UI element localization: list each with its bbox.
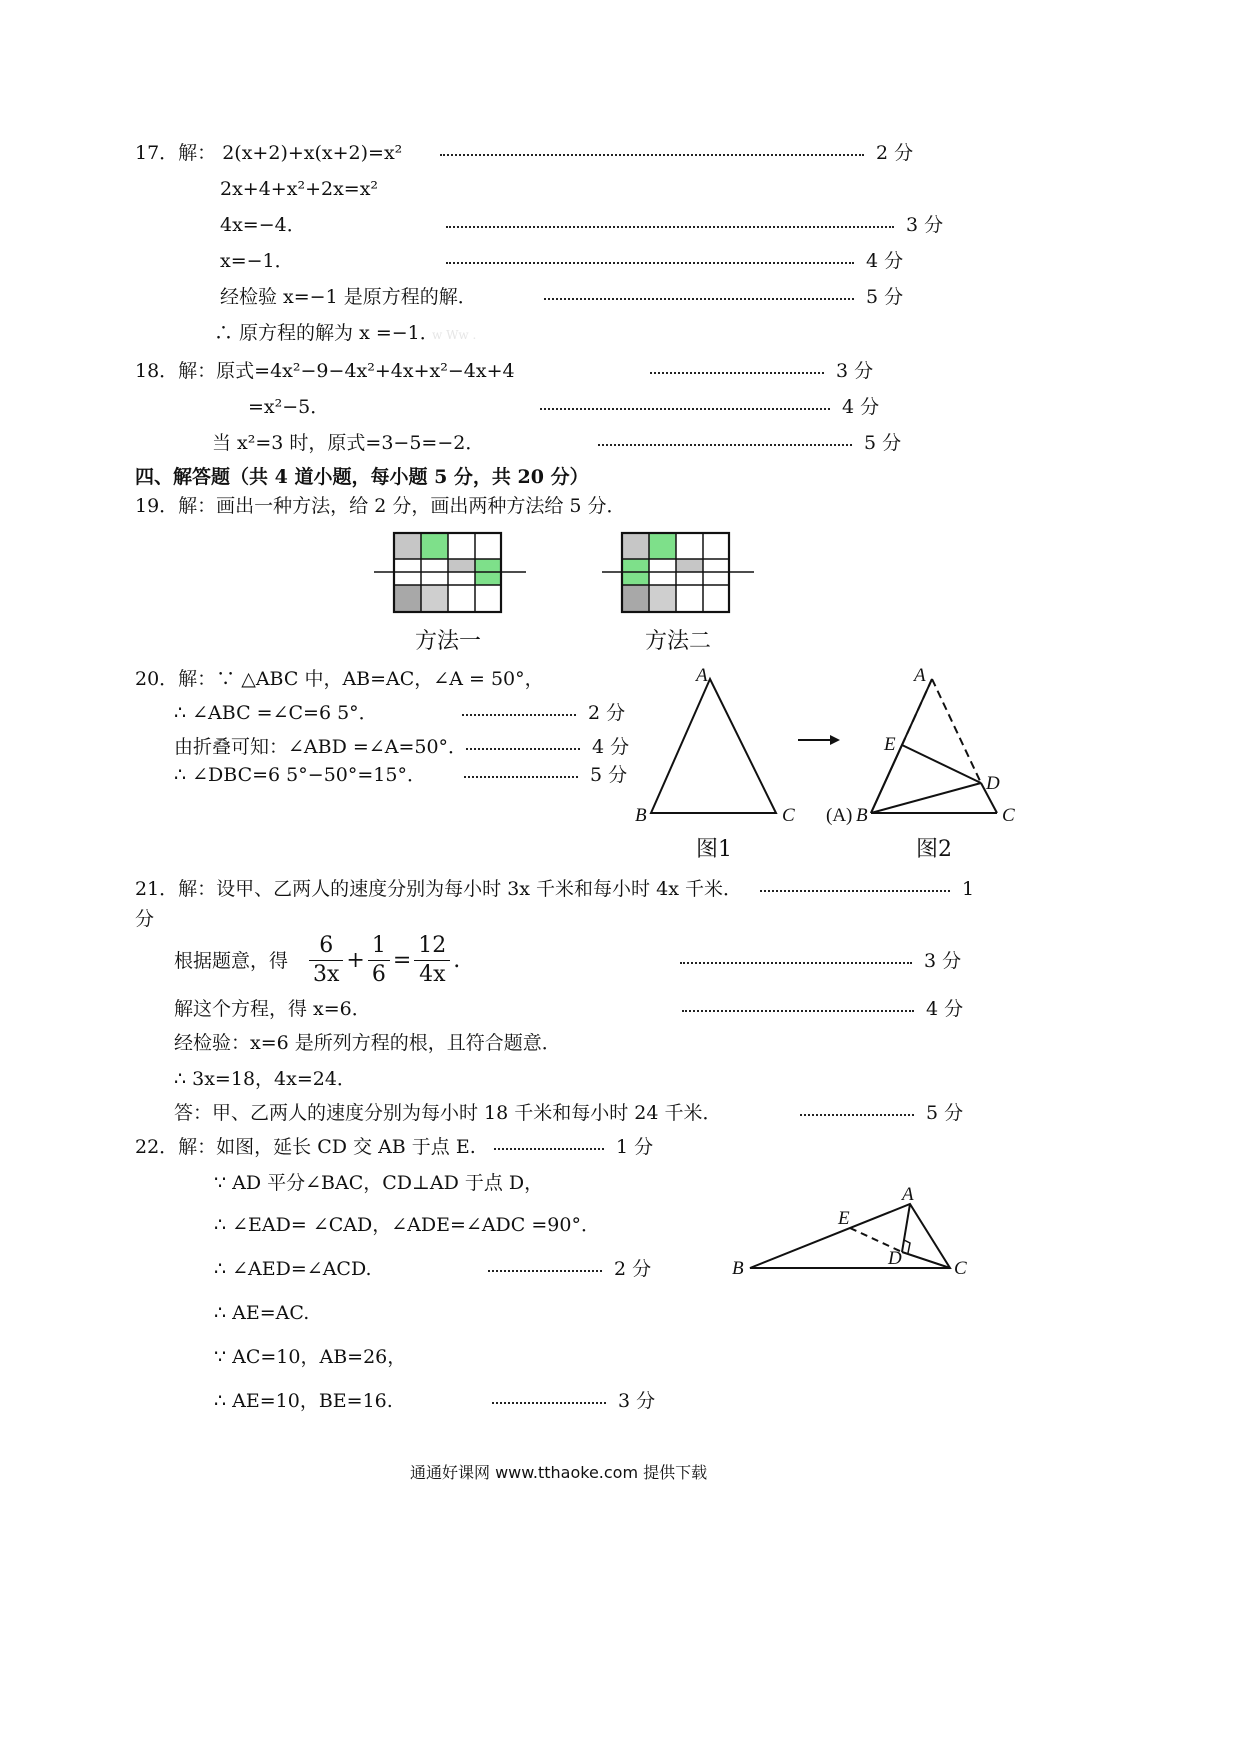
q17-line-5: 经检验 x=−1 是原方程的解． [220,286,477,308]
method-two-grid [598,528,758,618]
q17-line-6: ∴ 原方程的解为 x =−1． [214,322,439,344]
label-C: C [1002,805,1015,826]
q20-line-1: 20．解：∵ △ABC 中，AB=AC，∠A = 50°， [135,668,544,690]
denominator: 4x [419,962,446,987]
figure-2-folded-triangle [822,665,1022,830]
q19-line: 19．解：画出一种方法，给 2 分，画出两种方法给 5 分． [135,495,626,517]
score-mark: 5 分 [866,286,904,308]
q21-equation [306,932,460,989]
grid-cell-darkgray [622,585,649,612]
method-one-caption: 方法一 [415,629,482,654]
q18-line-2: =x²−5． [248,396,330,418]
leader-dots [492,1388,606,1404]
leader-dots [462,700,576,716]
leader-dots [598,430,852,446]
q22-line-5: ∴ AE=AC. [214,1302,310,1324]
score-mark: 2 分 [588,702,626,724]
grid-cell-gray [649,585,676,612]
leader-dots [488,1256,602,1272]
score-mark: 5 分 [864,432,902,454]
q21-line-1-wrap: 分 [135,908,155,930]
q22-line-4: ∴ ∠AED=∠ACD. [214,1258,372,1280]
label-C: C [954,1258,967,1279]
q21-line-3: 解这个方程，得 x=6． [174,998,371,1020]
score-mark: 5 分 [926,1102,964,1124]
plus-sign: + [346,948,365,973]
label-E: E [838,1208,850,1229]
score-mark: 5 分 [590,764,628,786]
denominator: 6 [371,962,386,987]
label-B: B [856,805,868,826]
leader-dots [544,284,854,300]
leader-dots [440,140,864,156]
q20-line-2: ∴ ∠ABC =∠C=6 5°． [174,702,378,724]
numerator: 12 [418,933,447,958]
leader-dots [446,212,894,228]
score-mark: 4 分 [866,250,904,272]
label-B: B [635,805,647,826]
figure-1-triangle [630,665,810,830]
q22-line-2: ∵ AD 平分∠BAC，CD⊥AD 于点 D， [214,1172,544,1194]
q18-line-3: 当 x²=3 时，原式=3−5=−2． [212,432,485,454]
label-D: D [986,773,1000,794]
q17-line-2: 2x+4+x²+2x=x² [220,178,379,200]
leader-dots [466,734,580,750]
label-A: A [902,1184,914,1205]
score-mark: 1 [962,878,975,900]
q20-line-4: ∴ ∠DBC=6 5°−50°=15°． [174,764,426,786]
grid-cell-gray [421,585,448,612]
numerator: 1 [371,933,386,958]
figure-1-caption: 图1 [696,837,732,862]
score-mark: 4 分 [842,396,880,418]
q21-line-6: 答：甲、乙两人的速度分别为每小时 18 千米和每小时 24 千米． [174,1102,722,1124]
label-A: A [696,665,708,686]
label-A-paren: (A) [826,805,853,826]
score-mark: 4 分 [592,736,630,758]
q18-line-1: 18．解：原式=4x²−9−4x²+4x+x²−4x+4 [135,360,515,382]
grid-cell-green [421,533,448,559]
method-two-caption: 方法二 [645,629,712,654]
figure-2-caption: 图2 [916,837,952,862]
leader-dots [650,358,824,374]
label-C: C [782,805,795,826]
section-heading: 四、解答题（共 4 道小题，每小题 5 分，共 20 分） [135,466,589,488]
score-mark: 2 分 [876,142,914,164]
q17-line-3: 4x=−4． [220,214,306,236]
period: . [453,948,461,973]
grid-cell-gray [622,533,649,559]
score-mark: 2 分 [614,1258,652,1280]
score-mark: 3 分 [906,214,944,236]
score-mark: 1 分 [616,1136,654,1158]
method-one-grid [370,528,530,618]
leader-dots [540,394,830,410]
q21-line-2: 根据题意，得 [174,950,289,972]
grid-cell-green [649,533,676,559]
q21-line-5: ∴ 3x=18，4x=24． [174,1068,356,1090]
q22-line-6: ∵ AC=10，AB=26， [214,1346,407,1368]
leader-dots [800,1100,914,1116]
q22-line-7: ∴ AE=10，BE=16. [214,1390,393,1412]
numerator: 6 [319,933,334,958]
q22-figure [730,1184,980,1290]
label-E: E [884,734,896,755]
grid-cell-gray [676,559,703,572]
q21-line-1: 21．解：设甲、乙两人的速度分别为每小时 3x 千米和每小时 4x 千米． [135,878,742,900]
grid-cell-darkgray [394,585,421,612]
leader-dots [446,248,854,264]
leader-dots [682,996,914,1012]
q22-line-3: ∴ ∠EAD= ∠CAD，∠ADE=∠ADC =90°． [214,1214,600,1236]
q22-line-1: 22．解：如图，延长 CD 交 AB 于点 E. [135,1136,476,1158]
leader-dots [464,762,578,778]
footer-credit: 通通好课网 www.tthaoke.com 提供下载 [410,1463,708,1482]
leader-dots [760,876,950,892]
score-mark: 4 分 [926,998,964,1020]
denominator: 3x [313,962,340,987]
leader-dots [680,948,912,964]
grid-cell-gray [394,533,421,559]
equals-sign: = [392,948,412,973]
score-mark: 3 分 [618,1390,656,1412]
q17-line-4: x=−1． [220,250,294,272]
label-D: D [888,1248,902,1269]
label-A: A [914,665,926,686]
score-mark: 3 分 [924,950,962,972]
leader-dots [494,1134,604,1150]
label-B: B [732,1258,744,1279]
q21-line-4: 经检验：x=6 是所列方程的根，且符合题意． [174,1032,561,1054]
score-mark: 3 分 [836,360,874,382]
q17-line-1: 17．解： 2(x+2)+x(x+2)=x² [135,142,403,164]
watermark: w Ww . [432,328,477,342]
grid-cell-gray [448,559,475,572]
q20-line-3: 由折叠可知：∠ABD =∠A=50°． [174,736,468,758]
